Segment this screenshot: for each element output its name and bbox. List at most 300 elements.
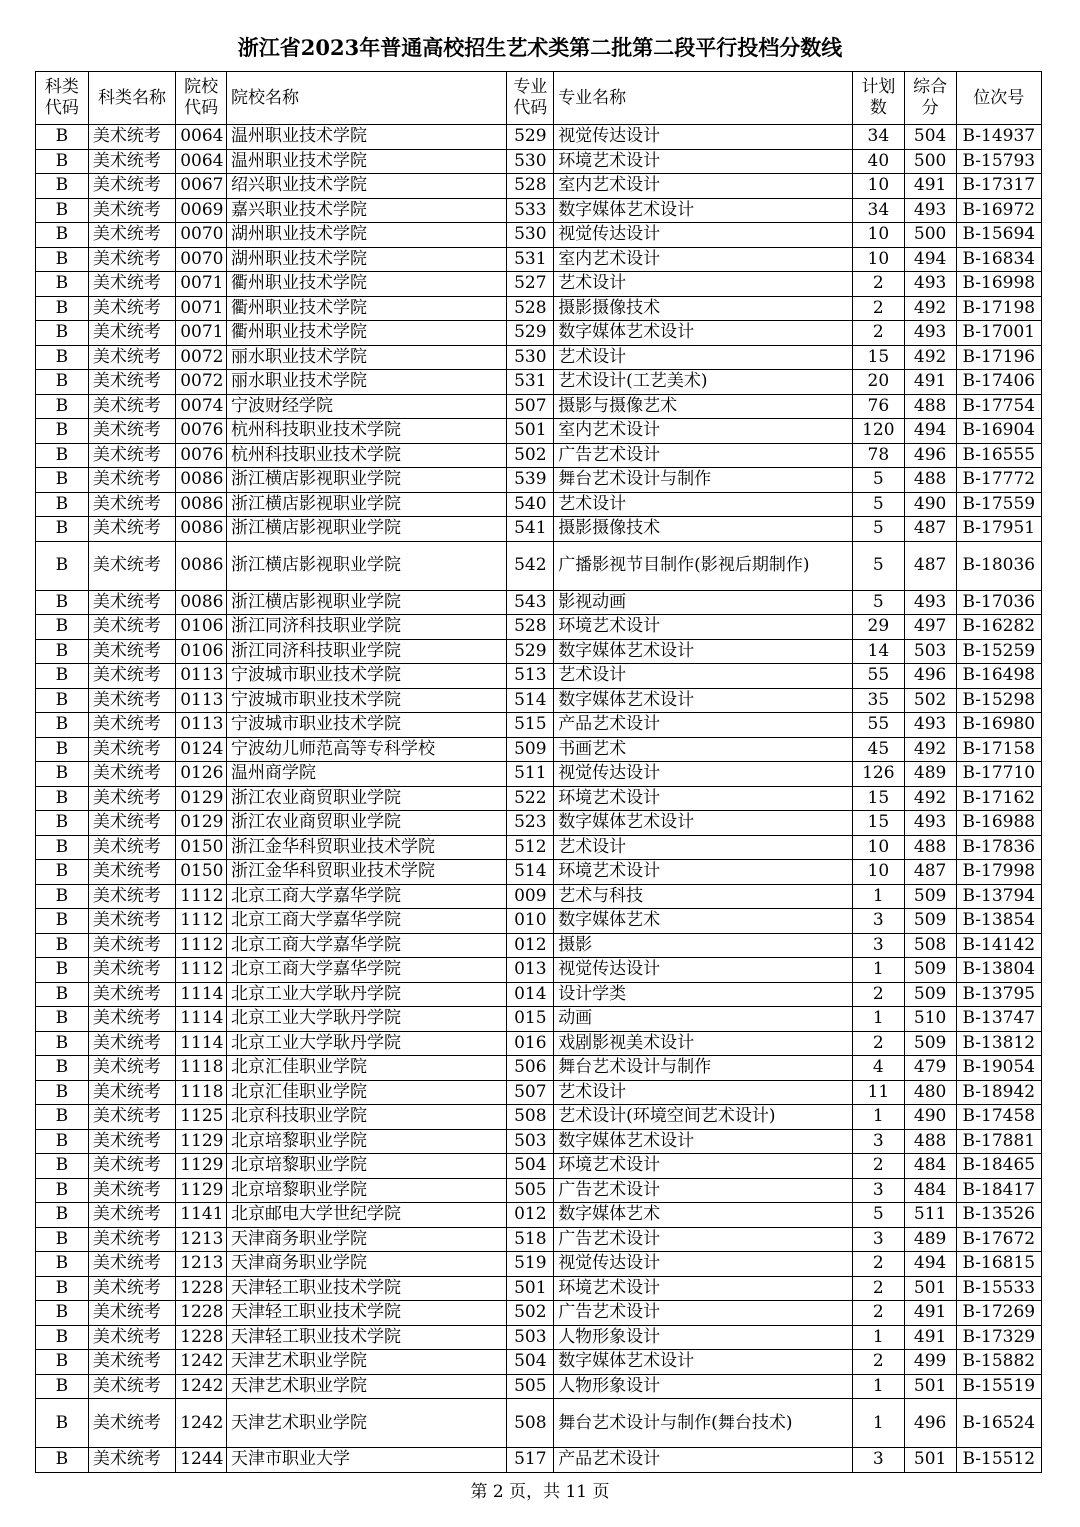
cell-rank: B-18942 [956, 1080, 1041, 1105]
cell-school-code: 1242 [176, 1350, 227, 1375]
cell-category-name: 美术统考 [88, 737, 175, 762]
table-row [36, 198, 1042, 223]
cell-major-code: 507 [507, 394, 554, 419]
cell-category-name: 美术统考 [88, 198, 175, 223]
cell-score: 490 [904, 1105, 956, 1130]
cell-score: 492 [904, 737, 956, 762]
cell-plan-count: 1 [852, 958, 904, 983]
cell-major-name: 设计学类 [554, 982, 853, 1007]
cell-school-name: 天津艺术职业学院 [227, 1399, 507, 1448]
cell-plan-count: 3 [852, 1129, 904, 1154]
cell-rank: B-18465 [956, 1154, 1041, 1179]
cell-rank: B-17559 [956, 492, 1041, 517]
header-rank: 位次号 [956, 72, 1041, 125]
cell-school-code: 0126 [176, 762, 227, 787]
cell-school-name: 嘉兴职业技术学院 [227, 198, 507, 223]
cell-plan-count: 35 [852, 688, 904, 713]
cell-school-name: 北京汇佳职业学院 [227, 1080, 507, 1105]
cell-school-name: 天津轻工职业技术学院 [227, 1325, 507, 1350]
cell-category-name: 美术统考 [88, 1129, 175, 1154]
cell-major-name: 数字媒体艺术设计 [554, 688, 853, 713]
cell-major-code: 531 [507, 247, 554, 272]
table-row [36, 1399, 1042, 1448]
cell-major-name: 数字媒体艺术设计 [554, 198, 853, 223]
cell-school-name: 天津市职业大学 [227, 1448, 507, 1473]
cell-rank: B-18417 [956, 1178, 1041, 1203]
table-row [36, 125, 1042, 150]
cell-category-code: B [36, 198, 89, 223]
table-row [36, 933, 1042, 958]
cell-category-name: 美术统考 [88, 247, 175, 272]
cell-school-code: 1242 [176, 1399, 227, 1448]
cell-category-code: B [36, 1252, 89, 1277]
cell-plan-count: 5 [852, 517, 904, 542]
cell-score: 494 [904, 419, 956, 444]
cell-category-code: B [36, 615, 89, 640]
cell-category-name: 美术统考 [88, 1105, 175, 1130]
cell-major-name: 广告艺术设计 [554, 443, 853, 468]
cell-category-name: 美术统考 [88, 1276, 175, 1301]
cell-category-code: B [36, 1448, 89, 1473]
cell-major-code: 509 [507, 737, 554, 762]
cell-score: 487 [904, 517, 956, 542]
table-row [36, 345, 1042, 370]
cell-category-name: 美术统考 [88, 786, 175, 811]
cell-score: 509 [904, 982, 956, 1007]
cell-category-name: 美术统考 [88, 394, 175, 419]
cell-rank: B-14937 [956, 125, 1041, 150]
cell-category-name: 美术统考 [88, 1227, 175, 1252]
table-row [36, 1301, 1042, 1326]
cell-plan-count: 5 [852, 1203, 904, 1228]
cell-school-code: 0071 [176, 321, 227, 346]
cell-major-code: 502 [507, 443, 554, 468]
cell-school-code: 0071 [176, 296, 227, 321]
cell-major-code: 517 [507, 1448, 554, 1473]
cell-school-code: 0070 [176, 247, 227, 272]
cell-plan-count: 15 [852, 345, 904, 370]
cell-school-name: 丽水职业技术学院 [227, 345, 507, 370]
cell-plan-count: 1 [852, 1374, 904, 1399]
table-row [36, 762, 1042, 787]
cell-school-code: 0071 [176, 272, 227, 297]
cell-score: 511 [904, 1203, 956, 1228]
cell-major-name: 戏剧影视美术设计 [554, 1031, 853, 1056]
cell-major-code: 529 [507, 321, 554, 346]
table-row [36, 517, 1042, 542]
cell-category-code: B [36, 443, 89, 468]
cell-school-code: 1114 [176, 1007, 227, 1032]
cell-school-name: 浙江农业商贸职业学院 [227, 786, 507, 811]
cell-category-code: B [36, 982, 89, 1007]
cell-major-code: 503 [507, 1129, 554, 1154]
cell-rank: B-17998 [956, 860, 1041, 885]
header-plan-count: 计划数 [852, 72, 904, 125]
cell-score: 509 [904, 884, 956, 909]
cell-major-code: 515 [507, 713, 554, 738]
cell-rank: B-13747 [956, 1007, 1041, 1032]
cell-category-name: 美术统考 [88, 713, 175, 738]
cell-plan-count: 14 [852, 639, 904, 664]
cell-major-name: 人物形象设计 [554, 1374, 853, 1399]
cell-score: 501 [904, 1374, 956, 1399]
table-row [36, 786, 1042, 811]
table-row [36, 541, 1042, 590]
page-title: 浙江省2023年普通高校招生艺术类第二批第二段平行投档分数线 [237, 35, 843, 60]
cell-major-name: 环境艺术设计 [554, 1276, 853, 1301]
cell-plan-count: 29 [852, 615, 904, 640]
cell-category-code: B [36, 1399, 89, 1448]
cell-category-code: B [36, 1154, 89, 1179]
cell-category-name: 美术统考 [88, 1374, 175, 1399]
cell-school-name: 浙江横店影视职业学院 [227, 492, 507, 517]
cell-score: 489 [904, 762, 956, 787]
cell-score: 501 [904, 1448, 956, 1473]
cell-plan-count: 2 [852, 1031, 904, 1056]
cell-school-code: 0106 [176, 615, 227, 640]
cell-major-code: 542 [507, 541, 554, 590]
cell-rank: B-16815 [956, 1252, 1041, 1277]
cell-plan-count: 1 [852, 1325, 904, 1350]
cell-rank: B-16282 [956, 615, 1041, 640]
cell-plan-count: 1 [852, 1399, 904, 1448]
cell-school-code: 1114 [176, 1031, 227, 1056]
cell-major-name: 室内艺术设计 [554, 419, 853, 444]
cell-score: 489 [904, 1227, 956, 1252]
cell-score: 493 [904, 272, 956, 297]
table-row [36, 1325, 1042, 1350]
cell-category-code: B [36, 394, 89, 419]
cell-category-name: 美术统考 [88, 909, 175, 934]
table-row [36, 615, 1042, 640]
cell-plan-count: 55 [852, 664, 904, 689]
cell-school-name: 宁波城市职业技术学院 [227, 664, 507, 689]
cell-rank: B-16834 [956, 247, 1041, 272]
cell-school-code: 0113 [176, 664, 227, 689]
cell-major-name: 艺术与科技 [554, 884, 853, 909]
cell-school-name: 湖州职业技术学院 [227, 223, 507, 248]
cell-rank: B-17754 [956, 394, 1041, 419]
cell-school-code: 1228 [176, 1276, 227, 1301]
cell-major-name: 数字媒体艺术设计 [554, 639, 853, 664]
cell-major-code: 015 [507, 1007, 554, 1032]
cell-category-code: B [36, 149, 89, 174]
cell-plan-count: 10 [852, 860, 904, 885]
table-row [36, 1276, 1042, 1301]
cell-rank: B-16988 [956, 811, 1041, 836]
table-row [36, 370, 1042, 395]
cell-plan-count: 1 [852, 1105, 904, 1130]
cell-score: 492 [904, 786, 956, 811]
cell-score: 491 [904, 1301, 956, 1326]
table-row [36, 1448, 1042, 1473]
cell-school-code: 0072 [176, 345, 227, 370]
cell-school-name: 温州职业技术学院 [227, 149, 507, 174]
cell-category-code: B [36, 1105, 89, 1130]
cell-major-name: 环境艺术设计 [554, 860, 853, 885]
cell-category-name: 美术统考 [88, 272, 175, 297]
table-row [36, 223, 1042, 248]
cell-category-name: 美术统考 [88, 664, 175, 689]
cell-major-name: 数字媒体艺术设计 [554, 811, 853, 836]
cell-plan-count: 2 [852, 982, 904, 1007]
cell-rank: B-17951 [956, 517, 1041, 542]
cell-score: 509 [904, 1031, 956, 1056]
cell-school-name: 浙江金华科贸职业技术学院 [227, 860, 507, 885]
cell-category-name: 美术统考 [88, 517, 175, 542]
table-row [36, 1178, 1042, 1203]
cell-plan-count: 55 [852, 713, 904, 738]
cell-category-code: B [36, 1056, 89, 1081]
table-row [36, 247, 1042, 272]
cell-school-code: 0076 [176, 419, 227, 444]
cell-rank: B-17672 [956, 1227, 1041, 1252]
cell-major-name: 广告艺术设计 [554, 1178, 853, 1203]
cell-rank: B-17196 [956, 345, 1041, 370]
cell-major-name: 艺术设计 [554, 664, 853, 689]
cell-major-name: 动画 [554, 1007, 853, 1032]
cell-major-name: 视觉传达设计 [554, 125, 853, 150]
cell-score: 488 [904, 835, 956, 860]
cell-plan-count: 2 [852, 1252, 904, 1277]
table-body [36, 125, 1042, 1473]
cell-school-name: 浙江横店影视职业学院 [227, 468, 507, 493]
cell-plan-count: 3 [852, 1178, 904, 1203]
table-row [36, 639, 1042, 664]
cell-school-code: 1141 [176, 1203, 227, 1228]
cell-major-code: 528 [507, 615, 554, 640]
cell-category-code: B [36, 1007, 89, 1032]
cell-rank: B-13526 [956, 1203, 1041, 1228]
cell-major-code: 511 [507, 762, 554, 787]
cell-major-code: 522 [507, 786, 554, 811]
cell-category-name: 美术统考 [88, 1301, 175, 1326]
cell-score: 491 [904, 370, 956, 395]
cell-school-name: 北京汇佳职业学院 [227, 1056, 507, 1081]
cell-major-name: 室内艺术设计 [554, 247, 853, 272]
cell-category-code: B [36, 1276, 89, 1301]
cell-category-code: B [36, 321, 89, 346]
cell-plan-count: 1 [852, 884, 904, 909]
table-row [36, 909, 1042, 934]
cell-rank: B-13812 [956, 1031, 1041, 1056]
cell-major-code: 518 [507, 1227, 554, 1252]
cell-category-code: B [36, 933, 89, 958]
cell-school-code: 1244 [176, 1448, 227, 1473]
cell-plan-count: 78 [852, 443, 904, 468]
cell-plan-count: 15 [852, 811, 904, 836]
cell-rank: B-16524 [956, 1399, 1041, 1448]
cell-rank: B-15512 [956, 1448, 1041, 1473]
cell-school-name: 湖州职业技术学院 [227, 247, 507, 272]
cell-plan-count: 2 [852, 1276, 904, 1301]
cell-category-name: 美术统考 [88, 370, 175, 395]
cell-major-code: 502 [507, 1301, 554, 1326]
cell-school-name: 天津商务职业学院 [227, 1227, 507, 1252]
header-school-code: 院校代码 [176, 72, 227, 125]
cell-category-code: B [36, 1325, 89, 1350]
cell-score: 488 [904, 1129, 956, 1154]
cell-category-code: B [36, 223, 89, 248]
cell-school-name: 天津艺术职业学院 [227, 1350, 507, 1375]
cell-category-name: 美术统考 [88, 1031, 175, 1056]
cell-category-name: 美术统考 [88, 321, 175, 346]
cell-rank: B-15533 [956, 1276, 1041, 1301]
cell-major-code: 530 [507, 149, 554, 174]
cell-major-code: 528 [507, 174, 554, 199]
table-row [36, 958, 1042, 983]
cell-major-name: 数字媒体艺术 [554, 909, 853, 934]
cell-plan-count: 10 [852, 835, 904, 860]
cell-rank: B-15694 [956, 223, 1041, 248]
cell-category-name: 美术统考 [88, 345, 175, 370]
cell-school-name: 北京培黎职业学院 [227, 1129, 507, 1154]
cell-school-name: 天津轻工职业技术学院 [227, 1276, 507, 1301]
cell-score: 494 [904, 1252, 956, 1277]
cell-category-code: B [36, 419, 89, 444]
cell-rank: B-13794 [956, 884, 1041, 909]
cell-school-code: 1112 [176, 958, 227, 983]
cell-score: 491 [904, 174, 956, 199]
cell-major-code: 504 [507, 1350, 554, 1375]
table-row [36, 688, 1042, 713]
cell-category-name: 美术统考 [88, 1007, 175, 1032]
cell-score: 496 [904, 664, 956, 689]
cell-major-code: 541 [507, 517, 554, 542]
cell-rank: B-15519 [956, 1374, 1041, 1399]
table-row [36, 1056, 1042, 1081]
cell-score: 496 [904, 1399, 956, 1448]
cell-score: 492 [904, 296, 956, 321]
cell-rank: B-13795 [956, 982, 1041, 1007]
cell-major-name: 数字媒体艺术设计 [554, 1129, 853, 1154]
cell-school-code: 1112 [176, 884, 227, 909]
cell-school-name: 温州商学院 [227, 762, 507, 787]
cell-school-name: 北京科技职业学院 [227, 1105, 507, 1130]
cell-major-code: 009 [507, 884, 554, 909]
cell-score: 496 [904, 443, 956, 468]
cell-school-code: 1242 [176, 1374, 227, 1399]
cell-major-code: 501 [507, 419, 554, 444]
cell-category-name: 美术统考 [88, 492, 175, 517]
cell-score: 494 [904, 247, 956, 272]
cell-plan-count: 10 [852, 174, 904, 199]
cell-rank: B-17198 [956, 296, 1041, 321]
table-row [36, 1105, 1042, 1130]
cell-school-code: 1213 [176, 1227, 227, 1252]
table-row [36, 1203, 1042, 1228]
cell-plan-count: 5 [852, 468, 904, 493]
table-row [36, 1350, 1042, 1375]
cell-major-code: 531 [507, 370, 554, 395]
cell-major-code: 514 [507, 860, 554, 885]
cell-rank: B-17710 [956, 762, 1041, 787]
table-row [36, 1154, 1042, 1179]
table-header-row [36, 72, 1042, 125]
cell-school-name: 浙江农业商贸职业学院 [227, 811, 507, 836]
cell-score: 499 [904, 1350, 956, 1375]
cell-major-name: 环境艺术设计 [554, 615, 853, 640]
cell-major-code: 519 [507, 1252, 554, 1277]
cell-school-code: 0150 [176, 835, 227, 860]
cell-rank: B-17772 [956, 468, 1041, 493]
cell-major-name: 艺术设计 [554, 1080, 853, 1105]
cell-category-code: B [36, 492, 89, 517]
cell-school-name: 丽水职业技术学院 [227, 370, 507, 395]
cell-major-code: 543 [507, 590, 554, 615]
cell-major-name: 摄影 [554, 933, 853, 958]
table-row [36, 1007, 1042, 1032]
cell-category-code: B [36, 468, 89, 493]
cell-major-name: 人物形象设计 [554, 1325, 853, 1350]
cell-major-code: 505 [507, 1178, 554, 1203]
table-row [36, 1252, 1042, 1277]
cell-school-name: 北京工业大学耿丹学院 [227, 982, 507, 1007]
cell-category-name: 美术统考 [88, 590, 175, 615]
cell-rank: B-13804 [956, 958, 1041, 983]
cell-category-code: B [36, 1350, 89, 1375]
cell-major-code: 501 [507, 1276, 554, 1301]
cell-major-code: 012 [507, 1203, 554, 1228]
cell-major-code: 016 [507, 1031, 554, 1056]
cell-school-code: 1228 [176, 1301, 227, 1326]
cell-category-name: 美术统考 [88, 1399, 175, 1448]
cell-category-name: 美术统考 [88, 639, 175, 664]
cell-category-code: B [36, 1374, 89, 1399]
table-row [36, 713, 1042, 738]
cell-plan-count: 5 [852, 541, 904, 590]
cell-school-code: 0069 [176, 198, 227, 223]
cell-major-code: 514 [507, 688, 554, 713]
cell-plan-count: 2 [852, 296, 904, 321]
cell-category-code: B [36, 713, 89, 738]
cell-school-name: 宁波城市职业技术学院 [227, 713, 507, 738]
cell-rank: B-17001 [956, 321, 1041, 346]
cell-category-code: B [36, 1080, 89, 1105]
cell-school-code: 1213 [176, 1252, 227, 1277]
cell-school-code: 1125 [176, 1105, 227, 1130]
table-row [36, 492, 1042, 517]
cell-plan-count: 3 [852, 1448, 904, 1473]
cell-major-code: 014 [507, 982, 554, 1007]
cell-category-code: B [36, 958, 89, 983]
table-row [36, 321, 1042, 346]
cell-category-name: 美术统考 [88, 762, 175, 787]
cell-category-code: B [36, 125, 89, 150]
cell-plan-count: 5 [852, 492, 904, 517]
cell-school-code: 1118 [176, 1056, 227, 1081]
cell-score: 484 [904, 1154, 956, 1179]
cell-major-code: 523 [507, 811, 554, 836]
cell-category-code: B [36, 272, 89, 297]
cell-school-code: 0129 [176, 786, 227, 811]
table-row [36, 394, 1042, 419]
cell-school-name: 浙江横店影视职业学院 [227, 590, 507, 615]
cell-plan-count: 2 [852, 321, 904, 346]
cell-major-name: 广告艺术设计 [554, 1227, 853, 1252]
table-row [36, 149, 1042, 174]
cell-school-code: 0086 [176, 590, 227, 615]
cell-category-code: B [36, 811, 89, 836]
cell-major-name: 视觉传达设计 [554, 762, 853, 787]
cell-category-name: 美术统考 [88, 884, 175, 909]
cell-plan-count: 15 [852, 786, 904, 811]
table-row [36, 419, 1042, 444]
cell-score: 503 [904, 639, 956, 664]
cell-rank: B-17329 [956, 1325, 1041, 1350]
cell-category-code: B [36, 1178, 89, 1203]
cell-rank: B-18036 [956, 541, 1041, 590]
